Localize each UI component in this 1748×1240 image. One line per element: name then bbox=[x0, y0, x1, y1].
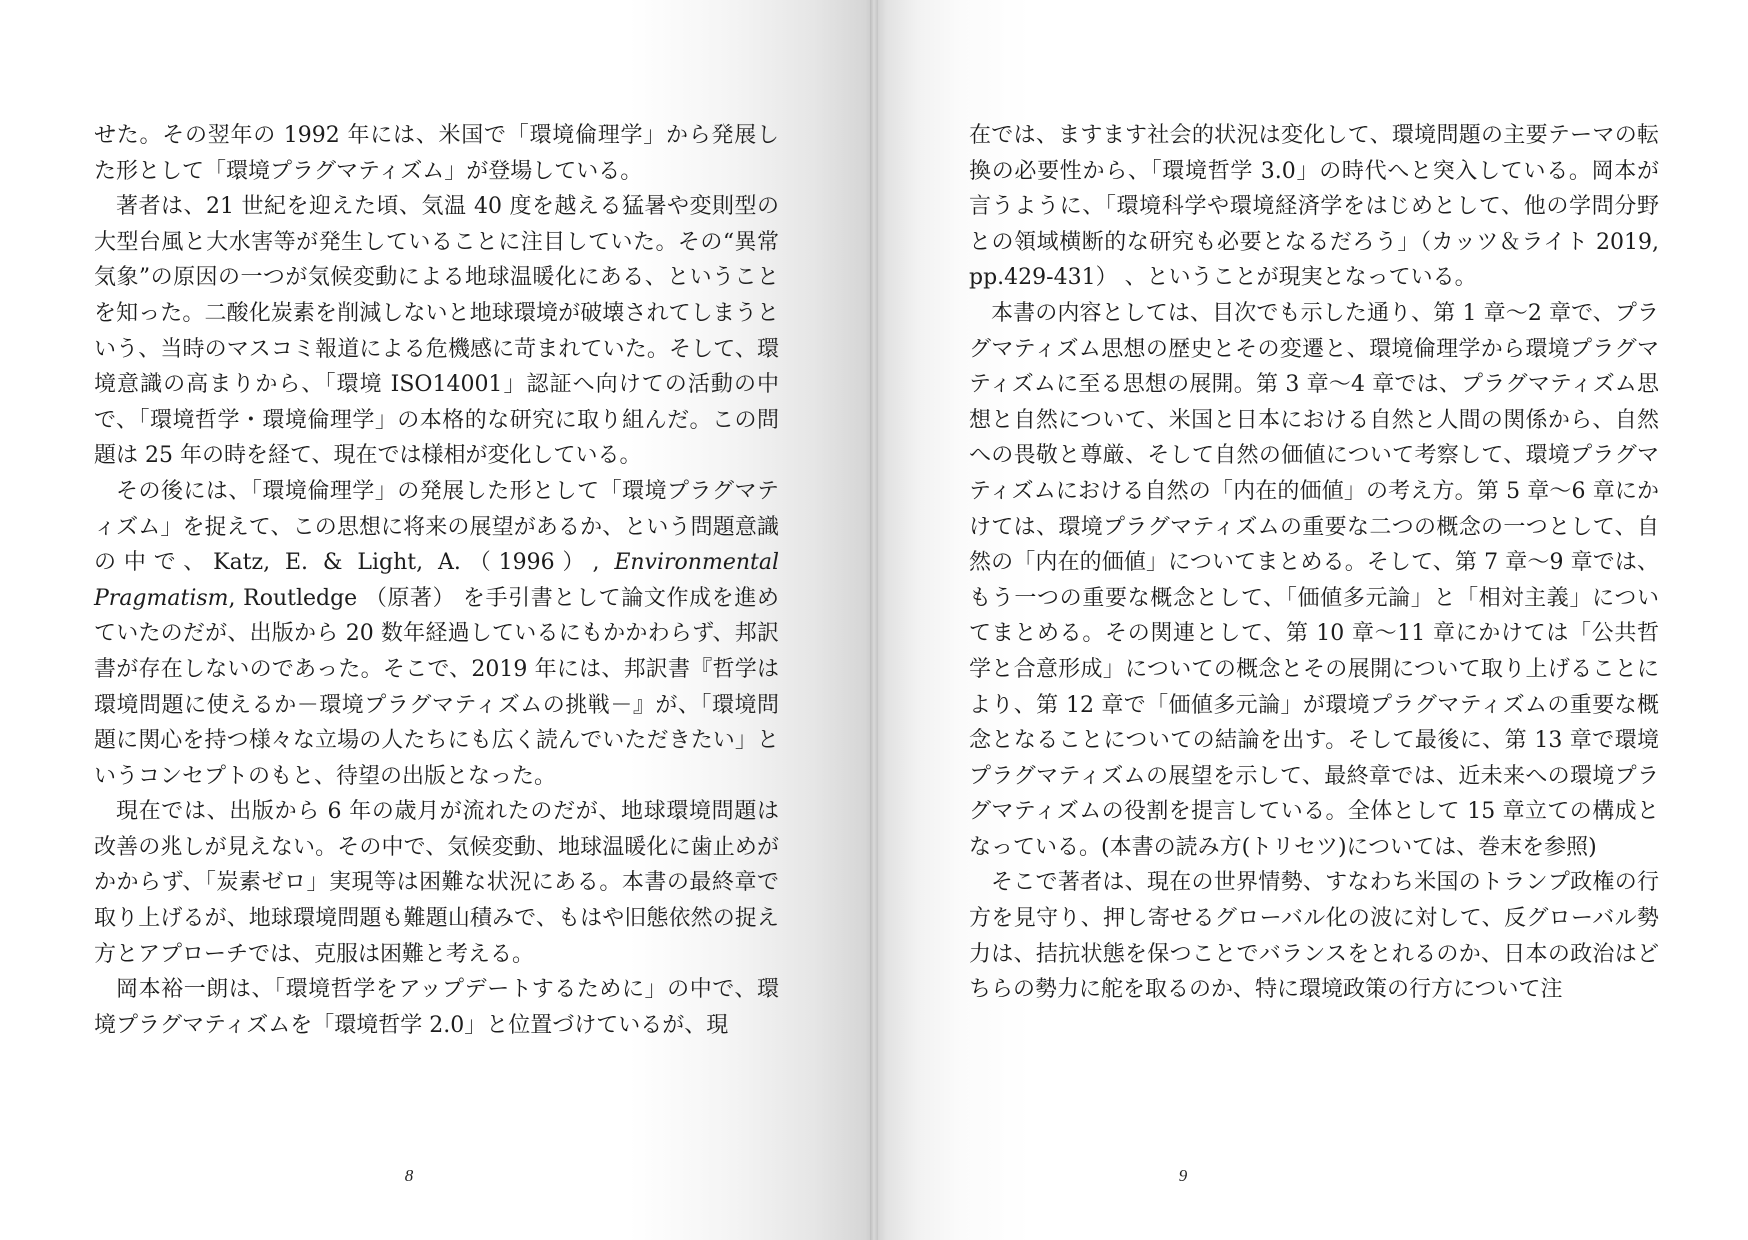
page-number-right: 9 bbox=[1178, 1166, 1188, 1185]
paragraph-world-situation: そこで著者は、現在の世界情勢、すなわち米国のトランプ政権の行方を見守り、押し寄せるグローバル化の波に対して、反グローバル勢力は、拮抗状態を保つことでバランスをとれるのか、日本の政治はどちらの勢力に舵を取るのか、特に環境政策の行方について注 bbox=[969, 870, 1659, 1003]
paragraph-continued: せた。その翌年の 1992 年には、米国で「環境倫理学」から発展した形として「環境プラグマティズム」が登場している。 bbox=[94, 123, 779, 184]
paragraph-text: その後には、「環境倫理学」の発展した形として「環境プラグマティズム」を捉えて、この思想に将来の展望があるか、という問題意識の中で、Katz, E. & Light, A.（1996）, bbox=[94, 478, 779, 576]
left-page-body bbox=[94, 118, 779, 1043]
right-page-body bbox=[969, 118, 1659, 1008]
paragraph-text: , Routledge （原著） を手引書として論文作成を進めていたのだが、出版から 20 数年経過しているにもかかわらず、邦訳書が存在しないのであった。そこで、2019 年には、邦訳書『哲学は環境問題に使えるか－環境プラグマティズムの挑戦－』が、「環境問題に関心を持つ様々な立場の人たちにも広く読んでいただきたい」というコンセプトのもと、待望の出版となった。 bbox=[94, 585, 779, 789]
paragraph-book-contents: 本書の内容としては、目次でも示した通り、第 1 章～2 章で、プラグマティズム思想の歴史とその変遷と、環境倫理学から環境プラグマティズムに至る思想の展開。第 3 章～4 章では、プラグマティズム思想と自然について、米国と日本における自然と人間の関係から、自然への畏敬と尊厳、そして自然の価値について考察して、環境プラグマティズムにおける自然の「内在的価値」の考え方。第 5 章～6 章にかけては、環境プラグマティズムの重要な二つの概念の一つとして、自然の「内在的価値」についてまとめる。そして、第 7 章～9 章では、もう一つの重要な概念として、「価値多元論」と「相対主義」についてまとめる。その関連として、第 10 章～11 章にかけては「公共哲学と合意形成」についての概念とその展開について取り上げることにより、第 12 章で「価値多元論」が環境プラグマティズムの重要な概念となることについての結論を出す。そして最後に、第 13 章で環境プラグマティズムの展望を示して、最終章では、近未来への環境プラグマティズムの役割を提言している。全体として 15 章立ての構成となっている。(本書の読み方(トリセツ)については、巻末を参照) bbox=[969, 300, 1659, 860]
right-page bbox=[874, 0, 1748, 1240]
book-gutter bbox=[870, 0, 878, 1240]
paragraph-continued: 在では、ますます社会的状況は変化して、環境問題の主要テーマの転換の必要性から、「環境哲学 3.0」の時代へと突入している。岡本が言うように、「環境科学や環境経済学をはじめとして、他の学問分野との領域横断的な研究も必要となるだろう」（カッツ＆ライト 2019, pp.429-431） 、ということが現実となっている。 bbox=[969, 123, 1659, 291]
paragraph-translation-history bbox=[94, 474, 779, 794]
page-number-left: 8 bbox=[404, 1166, 414, 1185]
paragraph-author-background: 著者は、21 世紀を迎えた頃、気温 40 度を越える猛暑や変則型の大型台風と大水害等が発生していることに注目していた。その“異常気象”の原因の一つが気候変動による地球温暖化にある、ということを知った。二酸化炭素を削減しないと地球環境が破壊されてしまうという、当時のマスコミ報道による危機感に苛まれていた。そして、環境意識の高まりから、「環境 ISO14001」認証へ向けての活動の中で、「環境哲学・環境倫理学」の本格的な研究に取り組んだ。この問題は 25 年の時を経て、現在では様相が変化している。 bbox=[94, 194, 779, 469]
paragraph-okamoto: 岡本裕一朗は、「環境哲学をアップデートするために」の中で、環境プラグマティズムを「環境哲学 2.0」と位置づけているが、現 bbox=[94, 977, 779, 1038]
paragraph-current-situation: 現在では、出版から 6 年の歳月が流れたのだが、地球環境問題は改善の兆しが見えない。その中で、気候変動、地球温暖化に歯止めがかからず、「炭素ゼロ」実現等は困難な状況にある。本書の最終章で取り上げるが、地球環境問題も難題山積みで、もはや旧態依然の捉え方とアプローチでは、克服は困難と考える。 bbox=[94, 799, 779, 967]
book-title: Environmental Pragmatism bbox=[94, 550, 779, 611]
